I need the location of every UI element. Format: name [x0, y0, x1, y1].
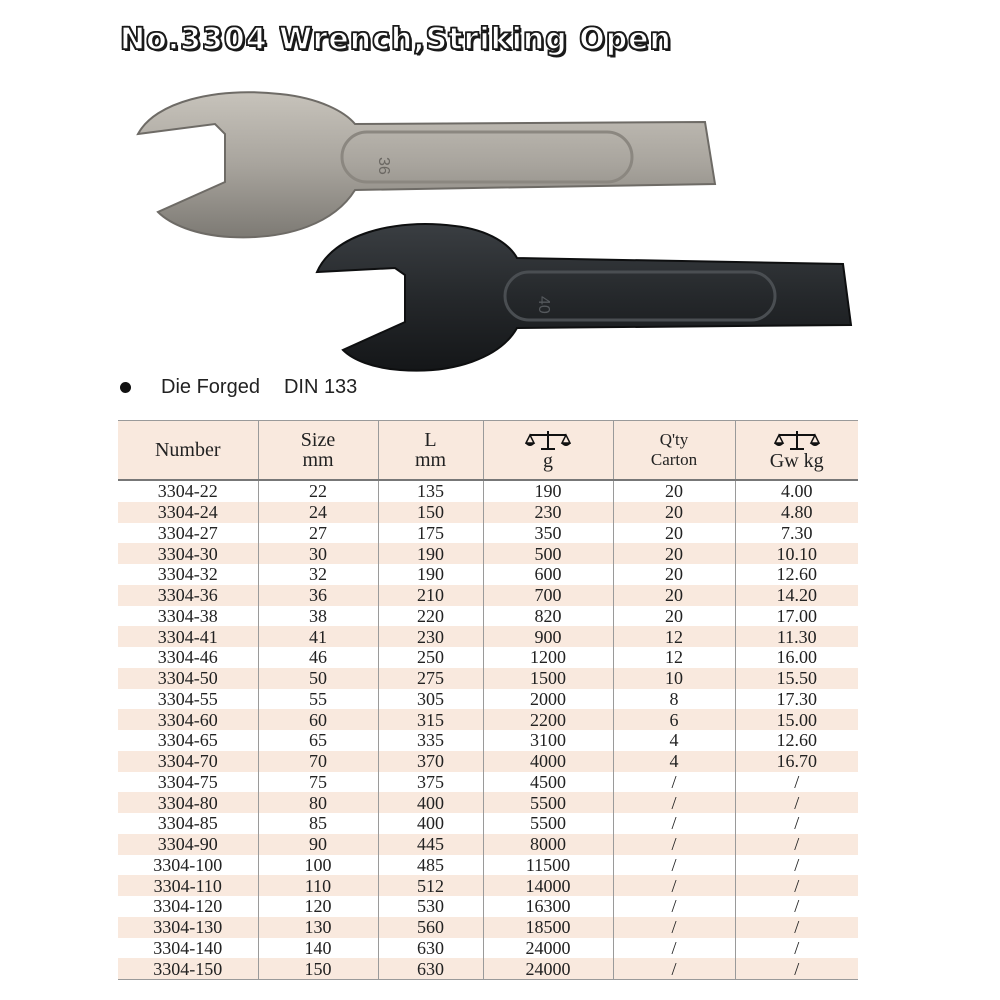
weight-cell: 5500	[483, 792, 613, 813]
number-cell: 3304-22	[157, 481, 218, 502]
weight-cell: 500	[483, 543, 613, 564]
weight-cell: 190	[483, 480, 613, 502]
feature-list	[120, 376, 357, 399]
table-row	[118, 875, 858, 896]
weight-cell: 24000	[483, 958, 613, 979]
qty-cell: /	[613, 792, 735, 813]
spec-table-body	[118, 480, 858, 980]
qty-cell: 20	[613, 480, 735, 502]
balance-scale-icon	[525, 429, 571, 451]
gross-weight-cell: /	[735, 938, 858, 959]
balance-scale-icon	[774, 429, 820, 451]
gross-weight-cell: /	[735, 834, 858, 855]
gross-weight-cell: /	[735, 792, 858, 813]
size-cell: 90	[258, 834, 378, 855]
size-cell: 70	[258, 751, 378, 772]
size-cell: 85	[258, 813, 378, 834]
qty-cell: 20	[613, 543, 735, 564]
gross-weight-cell: /	[735, 875, 858, 896]
length-cell: 400	[378, 792, 483, 813]
qty-cell: 20	[613, 564, 735, 585]
weight-cell: 5500	[483, 813, 613, 834]
qty-cell: 20	[613, 523, 735, 544]
qty-cell: /	[613, 772, 735, 793]
size-cell: 46	[258, 647, 378, 668]
number-cell: 3304-30	[118, 543, 258, 564]
header-qty-carton: Q'ty Carton	[613, 421, 735, 481]
number-cell: 3304-38	[157, 605, 218, 626]
qty-cell: /	[613, 813, 735, 834]
gross-weight-cell: 17.00	[735, 606, 858, 627]
qty-cell: 4	[613, 751, 735, 772]
table-row	[118, 917, 858, 938]
length-cell: 630	[378, 938, 483, 959]
number-cell: 3304-27	[157, 522, 218, 543]
table-row	[118, 813, 858, 834]
gross-weight-cell: /	[735, 772, 858, 793]
header-size: Size mm	[258, 421, 378, 481]
qty-cell: /	[613, 938, 735, 959]
number-cell: 3304-70	[118, 751, 258, 772]
size-cell: 110	[258, 875, 378, 896]
weight-cell: 1200	[483, 647, 613, 668]
length-cell: 630	[378, 958, 483, 979]
header-number: Number	[118, 421, 258, 481]
gross-weight-cell: 16.00	[735, 647, 858, 668]
size-cell: 27	[258, 523, 378, 544]
length-cell: 150	[378, 502, 483, 523]
length-cell: 135	[378, 480, 483, 502]
size-marking: 40	[535, 296, 552, 314]
number-cell: 3304-110	[118, 875, 258, 896]
size-cell: 80	[258, 792, 378, 813]
length-cell: 315	[378, 709, 483, 730]
size-cell: 65	[258, 730, 378, 751]
qty-cell: 12	[613, 626, 735, 647]
length-cell: 445	[378, 834, 483, 855]
size-cell: 130	[258, 917, 378, 938]
weight-cell: 900	[483, 626, 613, 647]
size-cell: 100	[258, 855, 378, 876]
length-cell: 375	[378, 772, 483, 793]
size-cell: 32	[258, 564, 378, 585]
length-cell: 230	[378, 626, 483, 647]
qty-cell: /	[613, 958, 735, 979]
number-cell: 3304-130	[118, 917, 258, 938]
table-row	[118, 668, 858, 689]
number-cell: 3304-55	[157, 688, 218, 709]
gross-weight-cell: /	[735, 958, 858, 979]
table-row	[118, 834, 858, 855]
gross-weight-cell: 12.60	[735, 564, 858, 585]
table-row	[118, 647, 858, 668]
size-cell: 55	[258, 689, 378, 710]
table-row	[118, 626, 858, 647]
number-cell: 3304-46	[157, 647, 218, 668]
qty-cell: /	[613, 875, 735, 896]
qty-cell: 20	[613, 502, 735, 523]
table-row	[118, 751, 858, 772]
table-row	[118, 543, 858, 564]
length-cell: 530	[378, 896, 483, 917]
number-cell: 3304-60	[118, 709, 258, 730]
length-cell: 485	[378, 855, 483, 876]
qty-cell: 6	[613, 709, 735, 730]
number-cell: 3304-140	[153, 937, 223, 958]
gross-weight-cell: 7.30	[735, 523, 858, 544]
black-striking-wrench-image	[305, 200, 860, 380]
header-gross-weight: Gw kg	[735, 421, 858, 481]
number-cell: 3304-85	[157, 813, 218, 834]
qty-cell: 20	[613, 606, 735, 627]
number-cell: 3304-90	[118, 834, 258, 855]
length-cell: 250	[378, 647, 483, 668]
weight-cell: 2000	[483, 689, 613, 710]
number-cell: 3304-120	[153, 896, 223, 917]
table-row	[118, 896, 858, 917]
table-row	[118, 689, 858, 710]
table-row	[118, 792, 858, 813]
header-length: L mm	[378, 421, 483, 481]
number-cell: 3304-32	[157, 564, 218, 585]
table-row	[118, 585, 858, 606]
gross-weight-cell: 4.00	[735, 480, 858, 502]
length-cell: 220	[378, 606, 483, 627]
table-row	[118, 564, 858, 585]
size-cell: 150	[258, 958, 378, 979]
weight-cell: 18500	[483, 917, 613, 938]
qty-cell: 20	[613, 585, 735, 606]
size-cell: 50	[258, 668, 378, 689]
weight-cell: 14000	[483, 875, 613, 896]
weight-cell: 3100	[483, 730, 613, 751]
size-cell: 38	[258, 606, 378, 627]
size-cell: 75	[258, 772, 378, 793]
page-title: No.3304 Wrench,Striking Open	[120, 22, 672, 57]
table-row	[118, 938, 858, 959]
size-cell: 140	[258, 938, 378, 959]
size-cell: 120	[258, 896, 378, 917]
gross-weight-cell: 15.00	[735, 709, 858, 730]
length-cell: 190	[378, 543, 483, 564]
number-cell: 3304-80	[118, 792, 258, 813]
table-header-row	[118, 421, 858, 481]
qty-cell: /	[613, 917, 735, 938]
size-marking: 36	[375, 157, 392, 175]
length-cell: 305	[378, 689, 483, 710]
size-cell: 36	[258, 585, 378, 606]
number-cell: 3304-41	[118, 626, 258, 647]
size-cell: 22	[258, 480, 378, 502]
weight-cell: 4500	[483, 772, 613, 793]
length-cell: 175	[378, 523, 483, 544]
header-net-weight: g	[483, 421, 613, 481]
gross-weight-cell: 12.60	[735, 730, 858, 751]
gross-weight-cell: 4.80	[735, 502, 858, 523]
length-cell: 560	[378, 917, 483, 938]
feature-die-forged: Die Forged	[161, 376, 260, 398]
qty-cell: 4	[613, 730, 735, 751]
length-cell: 370	[378, 751, 483, 772]
length-cell: 335	[378, 730, 483, 751]
table-row	[118, 480, 858, 502]
weight-cell: 350	[483, 523, 613, 544]
weight-cell: 600	[483, 564, 613, 585]
number-cell: 3304-150	[118, 958, 258, 979]
qty-cell: /	[613, 896, 735, 917]
gross-weight-cell: 14.20	[735, 585, 858, 606]
weight-cell: 820	[483, 606, 613, 627]
number-cell: 3304-75	[157, 771, 218, 792]
weight-cell: 24000	[483, 938, 613, 959]
weight-cell: 8000	[483, 834, 613, 855]
gross-weight-cell: 15.50	[735, 668, 858, 689]
qty-cell: 8	[613, 689, 735, 710]
length-cell: 400	[378, 813, 483, 834]
number-cell: 3304-24	[118, 502, 258, 523]
number-cell: 3304-36	[118, 585, 258, 606]
gross-weight-cell: /	[735, 896, 858, 917]
qty-cell: 10	[613, 668, 735, 689]
number-cell: 3304-65	[157, 730, 218, 751]
length-cell: 512	[378, 875, 483, 896]
table-row	[118, 709, 858, 730]
gross-weight-cell: /	[735, 813, 858, 834]
size-cell: 41	[258, 626, 378, 647]
weight-cell: 2200	[483, 709, 613, 730]
gross-weight-cell: 10.10	[735, 543, 858, 564]
table-row	[118, 523, 858, 544]
number-cell: 3304-50	[118, 668, 258, 689]
gross-weight-cell: 16.70	[735, 751, 858, 772]
qty-cell: /	[613, 834, 735, 855]
table-row	[118, 958, 858, 979]
gross-weight-cell: 17.30	[735, 689, 858, 710]
gross-weight-cell: /	[735, 855, 858, 876]
bullet-icon	[120, 382, 131, 393]
length-cell: 210	[378, 585, 483, 606]
gross-weight-cell: /	[735, 917, 858, 938]
spec-table	[118, 420, 858, 980]
weight-cell: 16300	[483, 896, 613, 917]
table-row	[118, 502, 858, 523]
length-cell: 275	[378, 668, 483, 689]
table-row	[118, 730, 858, 751]
qty-cell: 12	[613, 647, 735, 668]
length-cell: 190	[378, 564, 483, 585]
size-cell: 60	[258, 709, 378, 730]
gross-weight-cell: 11.30	[735, 626, 858, 647]
size-cell: 30	[258, 543, 378, 564]
size-cell: 24	[258, 502, 378, 523]
table-row	[118, 855, 858, 876]
weight-cell: 700	[483, 585, 613, 606]
table-row	[118, 772, 858, 793]
weight-cell: 4000	[483, 751, 613, 772]
feature-din-133: DIN 133	[283, 376, 358, 398]
table-row	[118, 606, 858, 627]
weight-cell: 230	[483, 502, 613, 523]
qty-cell: /	[613, 855, 735, 876]
weight-cell: 1500	[483, 668, 613, 689]
number-cell: 3304-100	[153, 854, 223, 875]
weight-cell: 11500	[483, 855, 613, 876]
